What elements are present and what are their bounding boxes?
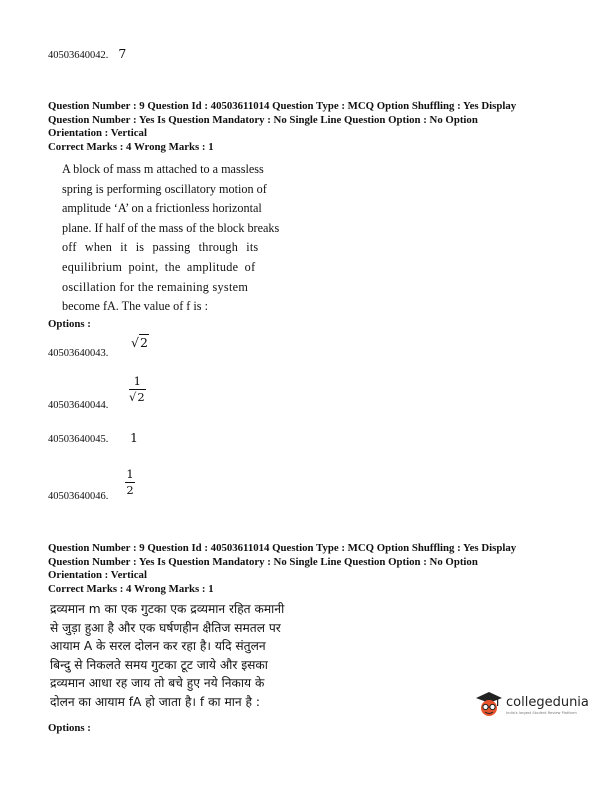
question-line: बिन्दु से निकलते समय गुटका टूट जाये और इसका <box>50 657 268 672</box>
option-id: 40503640042. <box>48 50 109 61</box>
question-line: द्रव्यमान m का एक गुटका एक द्रव्यमान रहित कमानी <box>50 602 285 616</box>
marks-line: Correct Marks : 4 Wrong Marks : 1 <box>48 140 214 153</box>
option-id: 40503640044. <box>48 400 109 411</box>
question-line: दोलन का आयाम fA हो जाता है। f का मान है : <box>50 694 260 709</box>
meta-line: Question Number : Yes Is Question Mandatory : No Single Line Question Option : No Option <box>48 555 478 568</box>
numerator: 1 <box>133 374 141 388</box>
option-one-half <box>125 468 135 496</box>
sqrt-icon: √ <box>129 390 137 404</box>
question-line: A block of mass m attached to a massless <box>62 162 264 176</box>
question-line: द्रव्यमान आधा रह जाय तो बचे हुए नये निकाय के <box>50 676 265 691</box>
question-line: off when it is passing through its <box>62 240 259 255</box>
question2-meta <box>48 542 516 596</box>
numerator: 1 <box>126 467 134 481</box>
prev-option <box>48 45 126 63</box>
question-line: oscillation for the remaining system <box>62 279 249 294</box>
options-label: Options : <box>48 318 91 330</box>
brand-name: collegedunia <box>506 695 589 710</box>
options-label: Options : <box>48 722 91 734</box>
denominator: 2 <box>137 390 145 404</box>
meta-line: Question Number : 9 Question Id : 40503611014 Question Type : MCQ Option Shuffling : Yes Display <box>48 100 517 112</box>
question-line: आयाम A के सरल दोलन कर रहा है। यदि संतुलन <box>50 639 266 654</box>
meta-line: Question Number : Yes Is Question Mandatory : No Single Line Question Option : No Option <box>48 113 478 126</box>
option-id: 40503640045. <box>48 434 109 445</box>
option-id: 40503640043. <box>48 348 109 359</box>
option-sqrt2 <box>131 335 149 350</box>
option-value: 7 <box>118 46 127 61</box>
denominator: 2 <box>126 483 134 497</box>
collegedunia-watermark <box>475 690 589 720</box>
marks-line: Correct Marks : 4 Wrong Marks : 1 <box>48 582 214 595</box>
question-line: plane. If half of the mass of the block breaks <box>62 220 280 235</box>
question1-meta <box>48 100 516 154</box>
meta-line: Orientation : Vertical <box>48 569 147 581</box>
sqrt-icon: √ <box>131 335 139 350</box>
brand-tagline: India's largest Student Review Platform <box>506 711 577 715</box>
radicand: 2 <box>139 335 148 350</box>
option-value: 1 <box>130 430 138 445</box>
question-line: equilibrium point, the amplitude of <box>62 259 256 274</box>
option-one-over-sqrt2 <box>129 375 146 403</box>
question-line: become fA. The value of f is : <box>62 299 208 314</box>
question-line: amplitude ‘A’ on a frictionless horizontal <box>62 201 262 216</box>
graduate-avatar-icon <box>475 690 503 720</box>
option-id: 40503640046. <box>48 491 109 502</box>
question-line: से जुड़ा हुआ है और एक घर्षणहीन क्षैतिज समतल पर <box>50 620 281 635</box>
question1-text <box>62 160 279 317</box>
question-line: spring is performing oscillatory motion of <box>62 181 267 196</box>
meta-line: Orientation : Vertical <box>48 127 147 139</box>
question2-text <box>50 600 284 712</box>
meta-line: Question Number : 9 Question Id : 40503611014 Question Type : MCQ Option Shuffling : Yes Display <box>48 542 517 554</box>
